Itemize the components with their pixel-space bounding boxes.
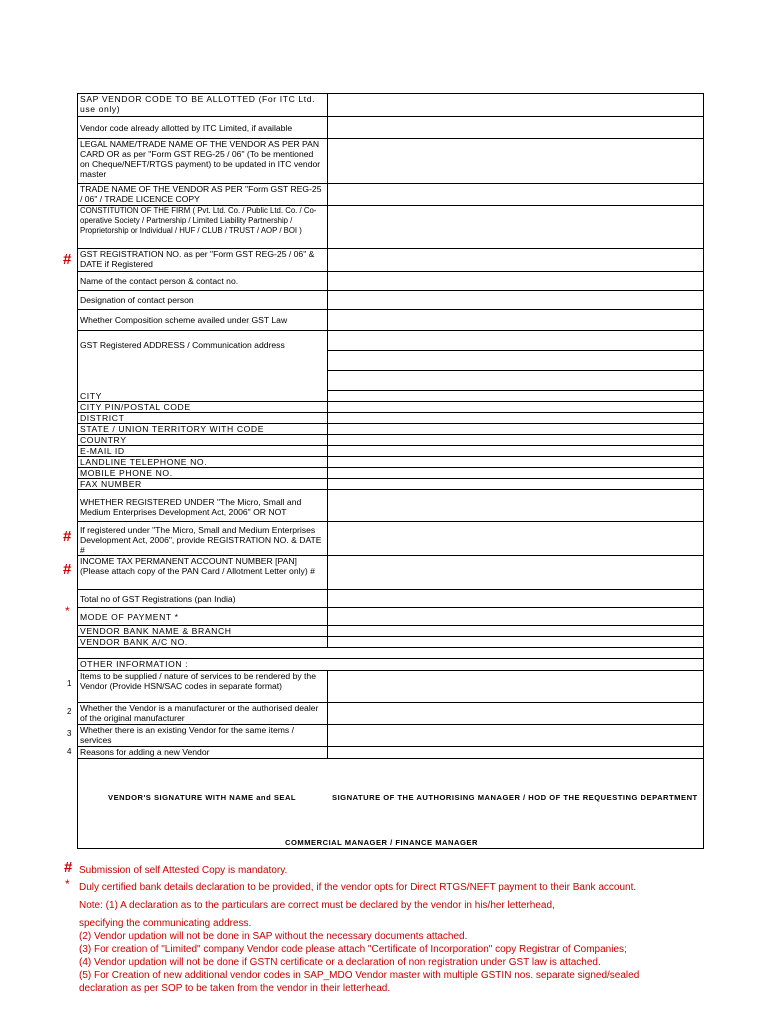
number-1: 1 bbox=[67, 679, 72, 688]
value-bank-name[interactable] bbox=[328, 626, 704, 637]
value-district[interactable] bbox=[328, 413, 704, 424]
value-composition-scheme[interactable] bbox=[328, 310, 704, 331]
row-legal-name: LEGAL NAME/TRADE NAME OF THE VENDOR AS PER PAN CARD OR as per "Form GST REG-25 / 06" (To be mentioned on Cheque/NEFT/RTGS payment) to be updated in ITC vendor master bbox=[78, 139, 328, 184]
row-bank-account: VENDOR BANK A/C NO. bbox=[78, 637, 328, 648]
value-sap-vendor-code[interactable] bbox=[328, 94, 704, 117]
row-existing-vendor: Whether there is an existing Vendor for the same items / services bbox=[78, 725, 328, 747]
row-designation: Designation of contact person bbox=[78, 291, 328, 310]
note-line: Duly certified bank details declaration to be provided, if the vendor opts for Direct RTGS/NEFT payment to their Bank account. bbox=[79, 882, 637, 893]
value-designation[interactable] bbox=[328, 291, 704, 310]
note-line: (2) Vendor updation will not be done in SAP without the necessary documents attached. bbox=[79, 931, 468, 942]
value-msme-status[interactable] bbox=[328, 490, 704, 522]
row-gst-address: GST Registered ADDRESS / Communication address bbox=[78, 331, 328, 391]
row-pin-code: CITY PIN/POSTAL CODE bbox=[78, 402, 328, 413]
number-3: 3 bbox=[67, 729, 72, 738]
value-mobile[interactable] bbox=[328, 468, 704, 479]
row-existing-vendor-code: Vendor code already allotted by ITC Limited, if available bbox=[78, 117, 328, 139]
row-trade-name: TRADE NAME OF THE VENDOR AS PER "Form GST REG-25 / 06" / TRADE LICENCE COPY bbox=[78, 184, 328, 206]
value-total-gst[interactable] bbox=[328, 590, 704, 608]
value-pan[interactable] bbox=[328, 556, 704, 590]
value-state[interactable] bbox=[328, 424, 704, 435]
value-fax[interactable] bbox=[328, 479, 704, 490]
value-trade-name[interactable] bbox=[328, 184, 704, 206]
row-landline: LANDLINE TELEPHONE NO. bbox=[78, 457, 328, 468]
row-bank-name: VENDOR BANK NAME & BRANCH bbox=[78, 626, 328, 637]
row-composition-scheme: Whether Composition scheme availed under GST Law bbox=[78, 310, 328, 331]
row-items-supplied: Items to be supplied / nature of services to be rendered by the Vendor (Provide HSN/SAC codes in separate format) bbox=[78, 671, 328, 703]
value-mode-of-payment[interactable] bbox=[328, 608, 704, 626]
star-mark-note: * bbox=[65, 877, 70, 891]
value-bank-account[interactable] bbox=[328, 637, 704, 648]
value-country[interactable] bbox=[328, 435, 704, 446]
hash-mark-msme: # bbox=[63, 528, 72, 545]
row-constitution: CONSTITUTION OF THE FIRM ( Pvt. Ltd. Co. / Public Ltd. Co. / Co-operative Society / Partnership / Limited Liability Partnership / Proprietorship or Individual / HUF / CLUB / TRUST / AOP / BOI ) bbox=[78, 206, 328, 249]
value-gst-registration[interactable] bbox=[328, 249, 704, 272]
row-email: E-MAIL ID bbox=[78, 446, 328, 457]
hash-mark-pan: # bbox=[63, 561, 72, 578]
number-4: 4 bbox=[67, 747, 72, 756]
value-items-supplied[interactable] bbox=[328, 671, 704, 703]
value-msme-registration[interactable] bbox=[328, 522, 704, 556]
row-country: COUNTRY bbox=[78, 435, 328, 446]
row-mobile: MOBILE PHONE NO. bbox=[78, 468, 328, 479]
value-constitution[interactable] bbox=[328, 206, 704, 249]
value-city[interactable] bbox=[328, 391, 704, 402]
hash-mark-gst: # bbox=[63, 251, 72, 268]
vendor-signature-label: VENDOR'S SIGNATURE WITH NAME and SEAL bbox=[108, 793, 297, 802]
value-address-line-3[interactable] bbox=[328, 371, 704, 391]
signature-area bbox=[78, 759, 704, 849]
row-total-gst: Total no of GST Registrations (pan India) bbox=[78, 590, 328, 608]
value-landline[interactable] bbox=[328, 457, 704, 468]
authorising-signature-label: SIGNATURE OF THE AUTHORISING MANAGER / HOD OF THE REQUESTING DEPARTMENT bbox=[332, 793, 698, 802]
value-reasons-new-vendor[interactable] bbox=[328, 747, 704, 759]
row-state: STATE / UNION TERRITORY WITH CODE bbox=[78, 424, 328, 435]
value-contact-person[interactable] bbox=[328, 272, 704, 291]
row-sap-vendor-code: SAP VENDOR CODE TO BE ALLOTTED (For ITC Ltd. use only) bbox=[78, 94, 328, 117]
row-other-information: OTHER INFORMATION : bbox=[78, 659, 704, 671]
value-manufacturer[interactable] bbox=[328, 703, 704, 725]
row-msme-status: WHETHER REGISTERED UNDER "The Micro, Small and Medium Enterprises Development Act, 2006" OR NOT bbox=[78, 490, 328, 522]
vendor-form-table bbox=[77, 93, 704, 849]
note-line: declaration as per SOP to be taken from the vendor in their letterhead. bbox=[79, 983, 391, 994]
value-pin-code[interactable] bbox=[328, 402, 704, 413]
value-existing-vendor-code[interactable] bbox=[328, 117, 704, 139]
value-address-line-1[interactable] bbox=[328, 331, 704, 351]
row-district: DISTRICT bbox=[78, 413, 328, 424]
row-msme-registration: If registered under "The Micro, Small and Medium Enterprises Development Act, 2006", provide REGISTRATION NO. & DATE # bbox=[78, 522, 328, 556]
row-manufacturer: Whether the Vendor is a manufacturer or the authorised dealer of the original manufacturer bbox=[78, 703, 328, 725]
note-line: (5) For Creation of new additional vendor codes in SAP_MDO Vendor master with multiple GSTIN nos. separate signed/sealed bbox=[79, 970, 640, 981]
commercial-manager-label: COMMERCIAL MANAGER / FINANCE MANAGER bbox=[285, 838, 478, 847]
note-line: (4) Vendor updation will not be done if GSTN certificate or a declaration of non registration under GST law is attached. bbox=[79, 957, 601, 968]
row-pan: INCOME TAX PERMANENT ACCOUNT NUMBER [PAN] (Please attach copy of the PAN Card / Allotment Letter only) # bbox=[78, 556, 328, 590]
row-reasons-new-vendor: Reasons for adding a new Vendor bbox=[78, 747, 328, 759]
blank-separator-row bbox=[78, 648, 704, 659]
row-contact-person: Name of the contact person & contact no. bbox=[78, 272, 328, 291]
note-line: Submission of self Attested Copy is mandatory. bbox=[79, 865, 288, 876]
note-line: (3) For creation of "Limited" company Vendor code please attach "Certificate of Incorporation" copy Registrar of Companies; bbox=[79, 944, 627, 955]
note-line: Note: (1) A declaration as to the particulars are correct must be declared by the vendor in his/her letterhead, bbox=[79, 900, 555, 911]
star-mark-payment: * bbox=[65, 604, 70, 618]
value-legal-name[interactable] bbox=[328, 139, 704, 184]
note-line: specifying the communicating address. bbox=[79, 918, 252, 929]
hash-mark-note: # bbox=[64, 859, 73, 876]
row-mode-of-payment: MODE OF PAYMENT * bbox=[78, 608, 328, 626]
value-existing-vendor[interactable] bbox=[328, 725, 704, 747]
row-city: CITY bbox=[78, 391, 328, 402]
value-address-line-2[interactable] bbox=[328, 351, 704, 371]
value-email[interactable] bbox=[328, 446, 704, 457]
number-2: 2 bbox=[67, 707, 72, 716]
row-fax: FAX NUMBER bbox=[78, 479, 328, 490]
row-gst-registration: GST REGISTRATION NO. as per "Form GST REG-25 / 06" & DATE if Registered bbox=[78, 249, 328, 272]
